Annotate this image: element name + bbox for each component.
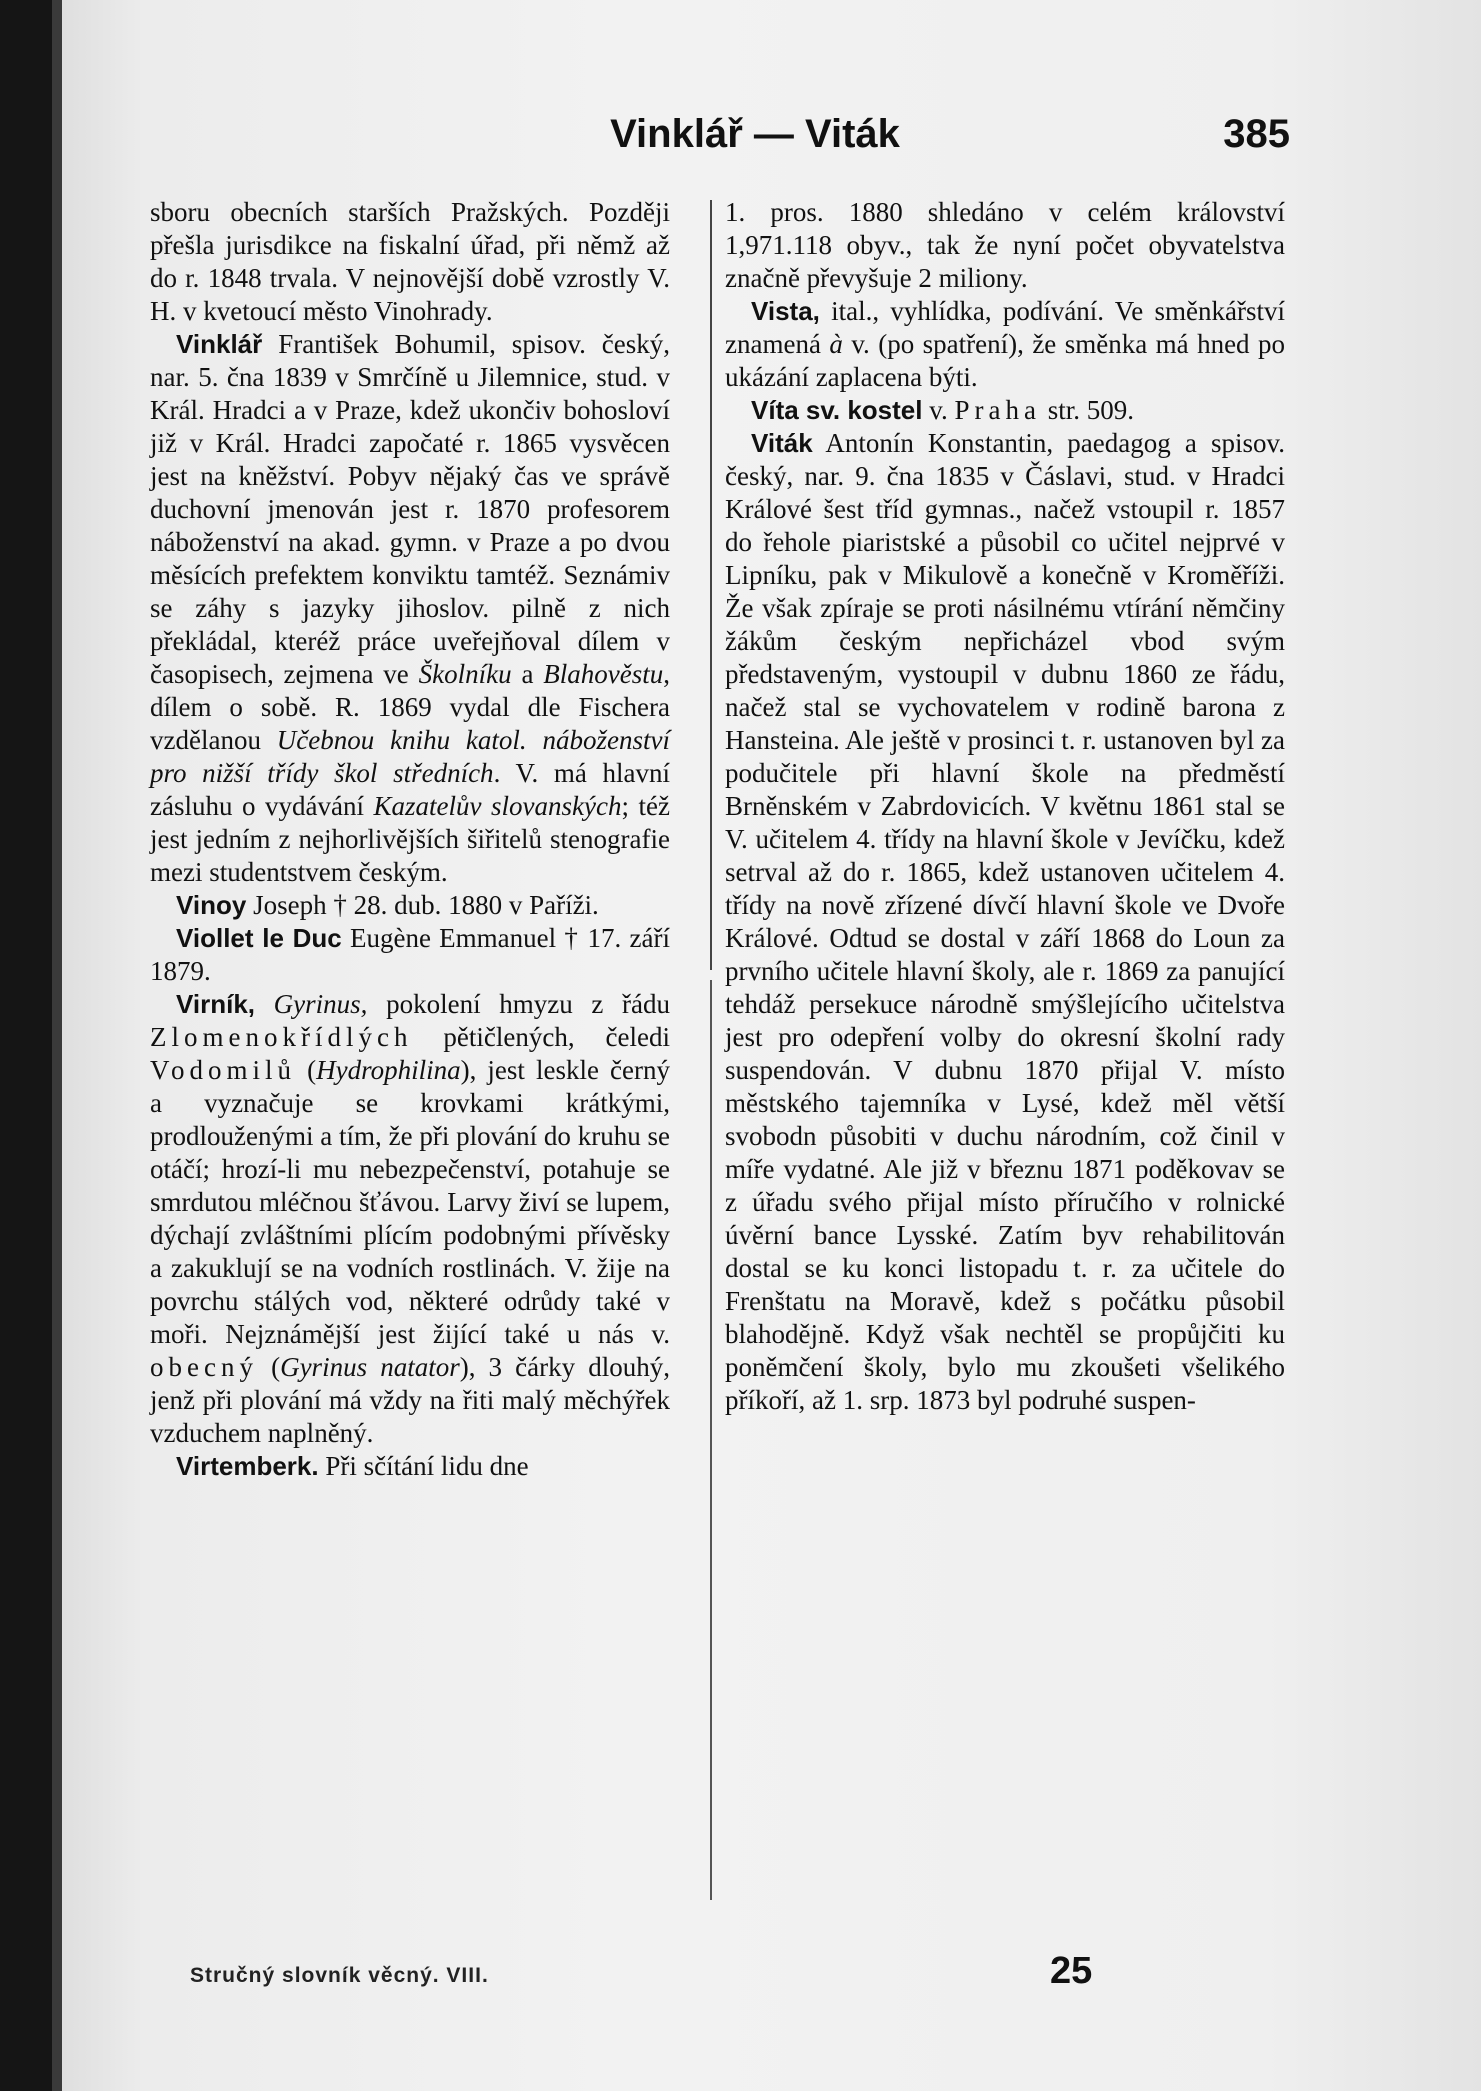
entry-vitak: Viták Antonín Konstantin, paedagog a spisov. český, nar. 9. čna 1835 v Čáslavi, stud. v Hradci Králové šest tříd gymnas., načež vstoupil r. 1857 do řehole piaristské a působil co učitel nejprvé v Lipníku, pak v Mikulově a konečně v Kroměříži. Že však zpíraje se proti násilnému vtírání němčiny žákům českým nepřicházel vbod svým představeným, vystoupil v dubnu 1860 ze řádu, načež stal se vychovatelem v rodině barona z Hansteina. Ale ještě v prosinci t. r. ustanoven byl za podučitele při hlavní škole na předměstí Brněnském v Zabrdovicích. V květnu 1861 stal se V. učitelem 4. třídy na hlavní škole v Jevíčku, kdež setrval až do r. 1865, kdež ustanoven učitelem 4. třídy na nově zřízené dívčí hlavní škole ve Dvoře Králové. Odtud se dostal v září 1868 do Loun za prvního učitele hlavní školy, ale r. 1869 za panující tehdáž persekuce národně smýšlejícího učitelstva jest pro odepření volby do okresní školní rady suspendován. V dubnu 1870 přijal V. místo městského tajemníka v Lysé, kdež měl větší svobodn působiti v duchu národním, což činil v míře vydatné. Ale již v březnu 1871 poděkovav se z úřadu svého přijal místo příručího v rolnické úvěrní bance Lysské. Zatím byv rehabilitován dostal se ku konci listopadu t. r. za učitele do Frenštatu na Moravě, kdež s počátku působil blahodějně. Když však nechtěl se propůjčiti ku poněmčení školy, bylo mu zkoušeti všelikého příkoří, až 1. srp. 1873 byl podruhé suspen- xyxy=(725,428,1285,1415)
entry-continuation: sboru obecních starších Pražských. Později přešla jurisdikce na fiskalní úřad, při němž až do r. 1848 trvala. V nejnovější době vzrostly V. H. v kvetoucí město Vinohrady. xyxy=(150,197,670,326)
headword: Víta sv. kostel xyxy=(751,395,923,425)
headword: Vinoy xyxy=(176,890,247,920)
headword: Vinklář xyxy=(176,329,263,359)
entry-vita-kostel: Víta sv. kostel v. Praha str. 509. xyxy=(751,395,1134,425)
column-divider-lower xyxy=(710,980,712,1900)
headword: Viták xyxy=(751,428,813,458)
book-gutter xyxy=(52,0,62,2091)
headword: Virtemberk. xyxy=(176,1451,319,1481)
entry-vinklar: Vinklář František Bohumil, spisov. český, nar. 5. čna 1839 v Smrčíně u Jilemnice, stud. v Král. Hradci a v Praze, kdež ukončiv bohosloví již v Král. Hradci započaté r. 1865 vysvěcen jest na kněžství. Pobyv nějaký čas ve správě duchovní jmenován jest r. 1870 profesorem náboženství na akad. gymn. v Praze a po dvou měsících prefektem konviktu tamtéž. Seznámiv se záhy s jazyky jihoslov. pilně z nich překládal, kteréž práce uveřejňoval dílem v časopisech, zejmena ve Školníku a Blahověstu, dílem o sobě. R. 1869 vydal dle Fischera vzdělanou Učebnou knihu katol. náboženství pro nižší třídy škol středních. V. má hlavní zásluhu o vydávání Kazatelův slovanských; též jest jedním z nejhorlivějších šiřitelů stenografie mezi studentstvem českým. xyxy=(150,329,671,887)
headword: Viollet le Duc xyxy=(176,923,342,953)
entry-vinoy: Vinoy Joseph † 28. dub. 1880 v Paříži. xyxy=(176,890,599,920)
column-divider xyxy=(710,200,712,970)
headword: Vista, xyxy=(751,296,820,326)
entry-virnik: Virník, Gyrinus, pokolení hmyzu z řádu Zlomenokřídlých pětičlených, čeledi Vodomilů (Hydrophilina), jest leskle černý a vyznačuje se krovkami krátkými, prodlouženými a tím, že při plování do kruhu se otáčí; hrozí-li mu nebezpečenství, potahuje se smrdutou mléčnou šťávou. Larvy živí se lupem, dýchají zvláštními plícím podobnými přívěsky a zakuklují se na vodních rostlinách. V. žije na povrchu stálých vod, některé odrůdy také v moři. Nejznámější jest žijící také u nás v. obecný (Gyrinus natator), 3 čárky dlouhý, jenž při plování má vždy na řiti malý měchýřek vzduchem naplněný. xyxy=(150,989,671,1448)
headword: Virník, xyxy=(176,989,256,1019)
entry-viollet-le-duc: Viollet le Duc Eugène Emmanuel † 17. září 1879. xyxy=(150,923,670,986)
left-column xyxy=(150,196,670,1483)
signature-title: Stručný slovník věcný. VIII. xyxy=(190,1964,489,1987)
right-column xyxy=(725,196,1285,1417)
page-number: 385 xyxy=(1223,112,1290,156)
entry-virtemberk: Virtemberk. Při sčítání lidu dne xyxy=(176,1451,529,1481)
entry-continuation: 1. pros. 1880 shledáno v celém království 1,971.118 obyv., tak že nyní počet obyvatelstva značně převyšuje 2 miliony. xyxy=(725,197,1285,293)
signature-number: 25 xyxy=(1050,1950,1093,1992)
running-header-title: Vinklář — Viták xyxy=(610,112,900,156)
entry-vista: Vista, ital., vyhlídka, podívání. Ve směnkářství znamená à v. (po spatření), že směnka má hned po ukázání zaplacena býti. xyxy=(725,296,1285,392)
